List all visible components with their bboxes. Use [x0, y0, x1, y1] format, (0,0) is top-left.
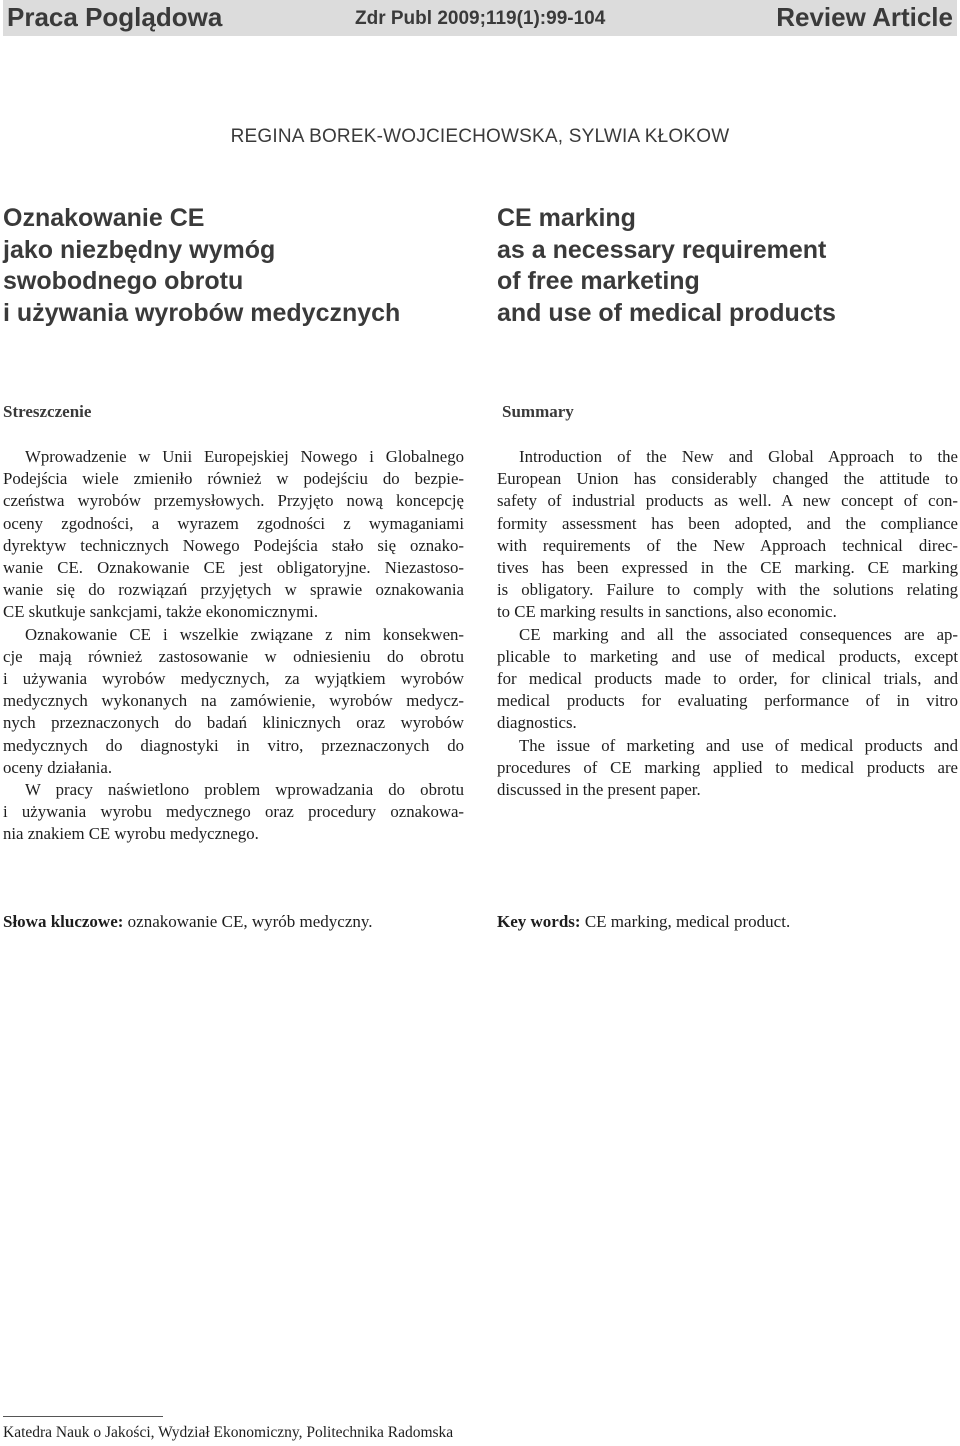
abstract-line: medycznych do diagnostyki in vitro, przeznaczonych do — [3, 735, 464, 755]
running-header — [3, 0, 957, 36]
abstract-line: nia znakiem CE wyrobu medycznego. — [3, 824, 259, 844]
title-line: and use of medical products — [497, 298, 836, 327]
title-line: Oznakowanie CE — [3, 204, 205, 232]
title-line: i używania wyrobów medycznych — [3, 298, 401, 327]
abstract-line: procedures of CE marking applied to medical products are — [497, 757, 958, 777]
title-line: swobodnego obrotu — [3, 267, 244, 295]
keywords-label: Key words: — [497, 912, 581, 931]
abstract-line: medical products for evaluating performance of in vitro — [497, 691, 958, 711]
keywords-polish — [3, 912, 373, 932]
abstract-line: European Union has considerably changed the attitude to — [497, 469, 958, 489]
abstract-line: discussed in the present paper. — [497, 780, 701, 800]
abstract-line: Podejścia wiele zmieniło również w podejściu do bezpie- — [3, 469, 464, 489]
abstract-line: is obligatory. Failure to comply with the solutions relating — [497, 580, 958, 600]
abstract-line: plicable to marketing and use of medical products, except — [497, 646, 958, 666]
abstract-line: with requirements of the New Approach technical direc- — [497, 535, 958, 555]
abstract-line: to CE marking results in sanctions, also economic. — [497, 602, 837, 622]
abstract-line: i używania wyrobów medycznych, za wyjątkiem wyrobów — [3, 669, 464, 689]
abstract-line: Wprowadzenie w Unii Europejskiej Nowego i Globalnego — [25, 447, 464, 466]
keywords-english — [497, 912, 790, 932]
abstract-line: medycznych wykonanych na zamówienie, wyrobów medycz- — [3, 691, 464, 711]
abstract-line: CE marking and all the associated consequences are ap- — [519, 624, 958, 644]
title-english — [497, 203, 947, 329]
abstract-line: tives has been expressed in the CE marking. CE marking — [497, 558, 958, 578]
abstract-line: Oznakowanie CE i wszelkie związane z nim konsekwen- — [25, 624, 464, 644]
abstract-heading-pl: Streszczenie — [3, 402, 92, 421]
abstract-line: oceny działania. — [3, 757, 113, 777]
abstract-line: Introduction of the New and Global Approach to the — [519, 447, 958, 466]
abstract-line: wanie CE. Oznakowanie CE jest obligatoryjne. Niezastoso- — [3, 558, 464, 578]
title-line: as a necessary requirement — [497, 235, 827, 264]
abstract-line: nych przeznaczonych do badań klinicznych oraz wyrobów — [3, 713, 464, 733]
journal-citation: Zdr Publ 2009;119(1):99-104 — [355, 8, 606, 29]
article-type: Review Article — [776, 2, 953, 32]
keywords-text: oznakowanie CE, wyrób medyczny. — [123, 912, 373, 931]
abstract-heading-en: Summary — [502, 402, 574, 421]
footnote-divider — [3, 1416, 163, 1417]
abstract-line: oceny zgodności, a wyrazem zgodności z wymaganiami — [3, 513, 464, 533]
abstract-polish — [3, 446, 464, 846]
abstract-line: CE skutkuje sankcjami, także ekonomicznymi. — [3, 602, 319, 622]
abstract-line: for medical products made to order, for clinical trials, and — [497, 669, 958, 689]
abstract-line: safety of industrial products as well. A new concept of con- — [497, 491, 958, 511]
affiliation-footnote: Katedra Nauk o Jakości, Wydział Ekonomiczny, Politechnika Radomska — [3, 1424, 454, 1441]
abstract-english — [497, 446, 958, 801]
abstract-line: W pracy naświetlono problem wprowadzania do obrotu — [25, 780, 464, 800]
abstract-line: i używania wyrobu medycznego oraz procedury oznakowa- — [3, 802, 464, 822]
title-polish — [3, 203, 453, 329]
abstract-line: diagnostics. — [497, 713, 577, 733]
abstract-line: dyrektyw technicznych Nowego Podejścia stało się oznako- — [3, 535, 464, 555]
abstract-line: cje mają również zastosowanie w odniesieniu do obrotu — [3, 646, 464, 666]
title-line: CE marking — [497, 204, 636, 232]
abstract-line: formity assessment has been adopted, and the compliance — [497, 513, 958, 533]
abstract-line: wanie się do rozwiązań przyjętych w sprawie oznakowania — [3, 580, 464, 600]
authors: REGINA BOREK-WOJCIECHOWSKA, SYLWIA KŁOKOW — [230, 126, 730, 147]
keywords-text: CE marking, medical product. — [580, 912, 791, 931]
title-line: jako niezbędny wymóg — [3, 235, 276, 264]
title-line: of free marketing — [497, 267, 700, 295]
keywords-label: Słowa kluczowe: — [3, 912, 124, 931]
abstract-line: czeństwa wyrobów przemysłowych. Przyjęto nową koncepcję — [3, 491, 464, 511]
abstract-line: The issue of marketing and use of medical products and — [519, 735, 958, 755]
section-label: Praca Poglądowa — [7, 2, 223, 32]
